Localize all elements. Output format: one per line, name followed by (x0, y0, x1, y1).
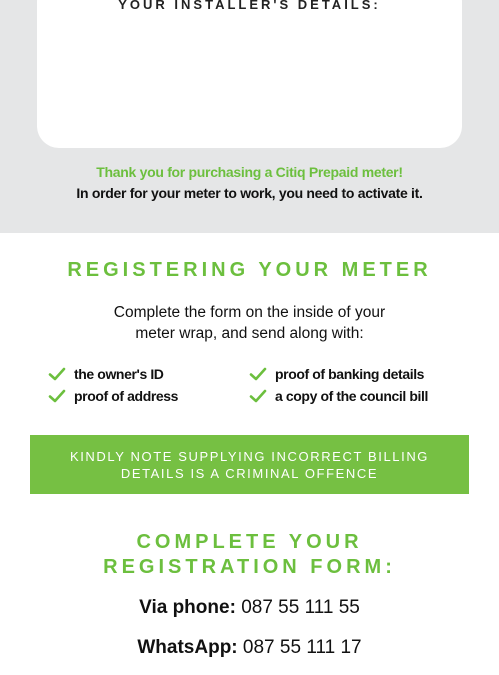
check-icon (249, 367, 267, 381)
criminal-offence-notice (30, 435, 469, 494)
complete-heading-line-1: COMPLETE YOUR (136, 531, 363, 553)
whatsapp-label: WhatsApp: (137, 637, 238, 658)
installer-details-title: YOUR INSTALLER'S DETAILS: (118, 0, 381, 12)
complete-heading-line-2: REGISTRATION FORM: (103, 556, 396, 578)
notice-line-2: DETAILS IS A CRIMINAL OFFENCE (120, 465, 379, 481)
thank-you-message: Thank you for purchasing a Citiq Prepaid meter! (96, 164, 403, 180)
instructions-line-1: Complete the form on the inside of your (113, 304, 386, 321)
complete-registration-heading (0, 530, 499, 580)
whatsapp-contact (0, 637, 499, 659)
requirement-label: proof of address (74, 388, 179, 404)
check-icon (48, 367, 66, 381)
installer-details-card (37, 0, 462, 148)
notice-line-1: KINDLY NOTE SUPPLYING INCORRECT BILLING (69, 448, 430, 464)
requirement-item (249, 385, 428, 407)
whatsapp-number[interactable]: 087 55 111 17 (242, 637, 362, 658)
top-panel (0, 0, 499, 233)
requirement-item (48, 363, 178, 385)
activation-message: In order for your meter to work, you need to activate it. (76, 185, 423, 201)
check-icon (249, 389, 267, 403)
phone-label: Via phone: (139, 597, 236, 618)
requirement-item (249, 363, 428, 385)
phone-number[interactable]: 087 55 111 55 (241, 597, 360, 618)
requirements-list-right (249, 363, 428, 407)
requirements-list-left (48, 363, 178, 407)
requirement-item (48, 385, 178, 407)
phone-contact (0, 597, 499, 619)
requirement-label: a copy of the council bill (275, 388, 428, 404)
instructions-line-2: meter wrap, and send along with: (135, 325, 364, 342)
registering-heading: REGISTERING YOUR METER (67, 259, 432, 281)
notice-text (40, 448, 460, 482)
registration-instructions (0, 302, 499, 344)
requirement-label: proof of banking details (275, 366, 425, 382)
requirement-label: the owner's ID (74, 366, 164, 382)
check-icon (48, 389, 66, 403)
